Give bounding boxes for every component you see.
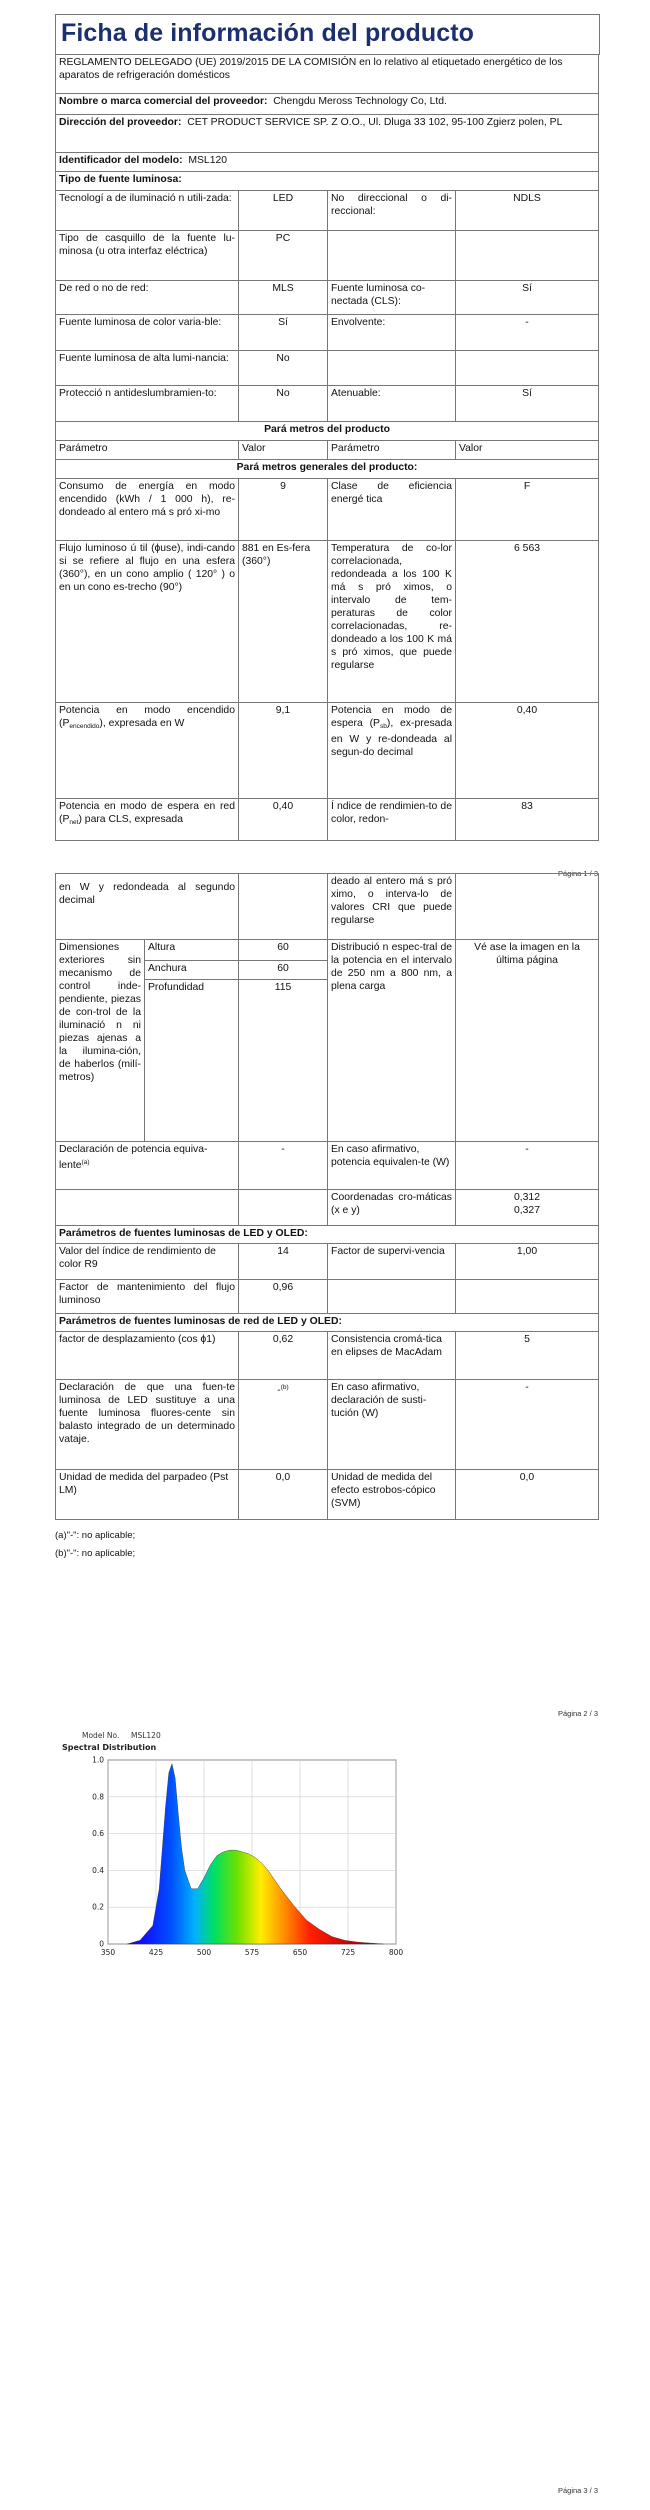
table-row: en W y redondeada al segundo decimal deado al entero má s pró ximo, o interva-lo de valores CRI que puede regularse [56, 874, 599, 940]
table-row: Factor de mantenimiento del flujo luminoso 0,96 [56, 1280, 599, 1314]
table-row: Potencia en modo encendido $(P_{encendido})$, expresada en W 9,1 Potencia en modo de espera $(P_{sb})$, ex-presada en W y re-dondeada al segun-do decimal 0,40 [56, 703, 599, 799]
table-header-row: Parámetro Valor Parámetro Valor [56, 441, 599, 460]
x-tick-label: 500 [196, 1948, 212, 1957]
page-number: Página 1 / 3 [557, 869, 598, 878]
table-row: Tipo de casquillo de la fuente lu-minosa (u otra interfaz eléctrica) PC [56, 231, 599, 281]
supplier-address-row: Dirección del proveedor: CET PRODUCT SERVICE SP. Z O.O., Ul. Dluga 33 102, 95-100 Zgierz polen, PL [56, 115, 599, 153]
y-tick-label: 1.0 [92, 1755, 104, 1765]
led-params-heading: Parámetros de fuentes luminosas de LED y OLED: [56, 1226, 599, 1244]
table-row: Protecció n antideslumbramien-to: No Atenuable: Sí [56, 386, 599, 422]
table-row: Fuente luminosa de color varia-ble: Sí Envolvente: - [56, 315, 599, 351]
general-params-heading: Pará metros generales del producto: [56, 460, 599, 479]
x-tick-label: 425 [148, 1948, 164, 1957]
page2-table [55, 873, 598, 1520]
footnote-b: (b)"-": no aplicable; [55, 1548, 136, 1559]
footnote-a: (a)"-": no aplicable; [55, 1530, 136, 1541]
table-row: Potencia en modo de espera en red $(P_{net})$ para CLS, expresada 0,40 Í ndice de rendimien-to de color, redon- 83 [56, 799, 599, 841]
y-tick-label: 0 [99, 1939, 104, 1949]
table-row: factor de desplazamiento (cos ɸ1) 0,62 Consistencia cromá-tica en elipses de MacAdam 5 [56, 1332, 599, 1380]
x-tick-label: 800 [388, 1948, 404, 1957]
table-row: Fuente luminosa de alta lumi-nancia: No [56, 351, 599, 386]
x-tick-label: 350 [100, 1948, 116, 1957]
table-row: Declaración de potencia equiva-lente$^{(a)}$ - En caso afirmativo, potencia equivalen-te (W) - [56, 1142, 599, 1190]
regulation-text: REGLAMENTO DELEGADO (UE) 2019/2015 DE LA COMISIÓN en lo relativo al etiquetado energético de los aparatos de refrigeración domésticos [56, 55, 599, 94]
chart-model-value: MSL120 [131, 1731, 161, 1740]
chart-svg [56, 1728, 448, 2008]
table-row: Valor del índice de rendimiento de color R9 14 Factor de supervi-vencia 1,00 [56, 1244, 599, 1280]
table-row: Unidad de medida del parpadeo (Pst LM) 0,0 Unidad de medida del efecto estrobos-cópico (SVM) 0,0 [56, 1470, 599, 1520]
page-number: Página 3 / 3 [557, 2486, 598, 2495]
chart-model-label: Model No. [82, 1731, 120, 1740]
table-row: Declaración de que una fuen-te luminosa de LED sustituye a una fuente luminosa fluores-cente sin balasto integrado de un determinado vataje. -$^{(b)}$ En caso afirmativo, declaración de susti-tución (W) - [56, 1380, 599, 1470]
page-title: Ficha de información del producto [61, 19, 475, 47]
table-row: Consumo de energía en modo encendido (kWh / 1 000 h), re-dondeado al entero má s pró xi-mo 9 Clase de eficiencia energé tica F [56, 479, 599, 541]
table-row: Tecnologí a de iluminació n utili-zada: LED No direccional o di-reccional: NDLS [56, 191, 599, 231]
table-row: Anchura 60 [56, 961, 599, 980]
x-tick-label: 575 [244, 1948, 260, 1957]
light-type-heading: Tipo de fuente luminosa: [56, 172, 599, 191]
y-tick-label: 0.6 [92, 1829, 104, 1839]
title-box [55, 14, 600, 55]
y-tick-label: 0.4 [92, 1865, 104, 1875]
spectral-chart [56, 1728, 448, 2008]
page1-table [55, 54, 598, 841]
table-row: Dimensiones exteriores sin mecanismo de control inde-pendiente, piezas de con-trol de la iluminació n ni piezas ajenas a la ilumina-ción, de haberlos (milí-metros) Altura 60 Distribució n espec-tral de la potencia en el intervalo de 250 nm a 800 nm, a plena carga Vé ase la imagen en la última página [56, 940, 599, 961]
table-row: Coordenadas cro-máticas (x e y) 0,312 0,327 [56, 1190, 599, 1226]
y-tick-label: 0.8 [92, 1792, 104, 1802]
x-tick-label: 650 [292, 1948, 308, 1957]
mains-params-heading: Parámetros de fuentes luminosas de red de LED y OLED: [56, 1314, 599, 1332]
table-row: Profundidad 115 [56, 980, 599, 1142]
x-tick-label: 725 [340, 1948, 356, 1957]
table-row: De red o no de red: MLS Fuente luminosa co-nectada (CLS): Sí [56, 281, 599, 315]
model-row: Identificador del modelo: MSL120 [56, 153, 599, 172]
table-row: Flujo luminoso ú til (ɸuse), indi-cando si se refiere al flujo en una esfera (360°), en un cono amplio ( 120° ) o en un cono es-trecho (90°) 881 en Es-fera (360°) Temperatura de co-lor correlacionada, redondeada a los 100 K má s pró ximos, o intervalo de tem-peraturas de color correlacionadas, re-dondeado a los 100 K má s pró ximos, que puede regularse 6 563 [56, 541, 599, 703]
chart-title: Spectral Distribution [62, 1743, 157, 1752]
supplier-name-row: Nombre o marca comercial del proveedor: Chengdu Meross Technology Co, Ltd. [56, 94, 599, 115]
y-tick-label: 0.2 [92, 1902, 104, 1912]
page-number: Página 2 / 3 [557, 1709, 598, 1718]
product-params-heading: Pará metros del producto [56, 422, 599, 441]
